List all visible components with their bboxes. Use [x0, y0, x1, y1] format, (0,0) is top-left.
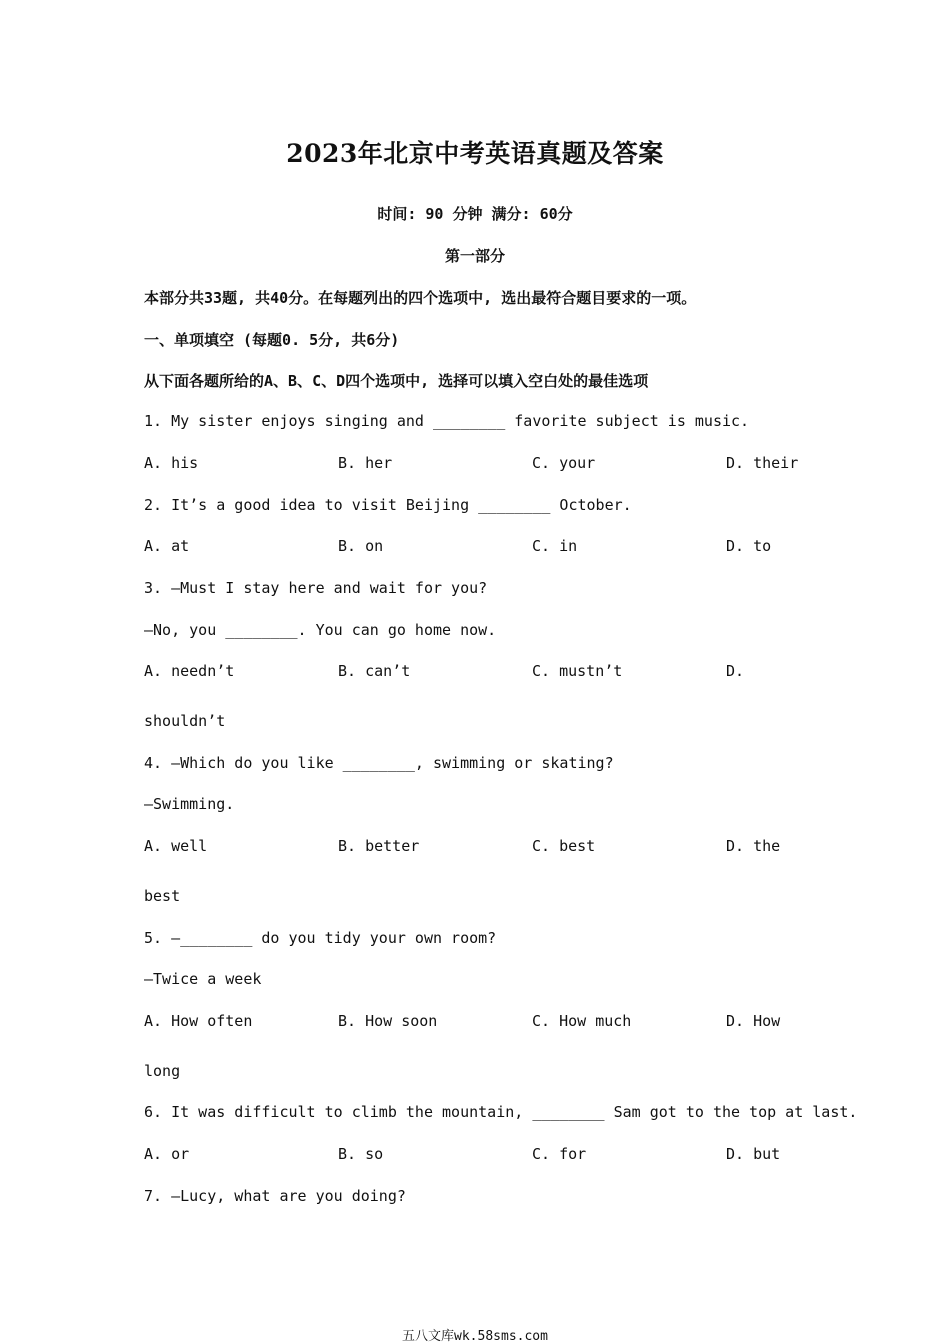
question-response: —Twice a week: [144, 970, 262, 988]
option-b: B. How soon: [338, 1012, 438, 1030]
section-heading: 一、单项填空 (每题0. 5分, 共6分): [144, 331, 400, 349]
question-stem: 6. It was difficult to climb the mountain, ________ Sam got to the top at last.: [144, 1103, 858, 1121]
question-stem: 1. My sister enjoys singing and ________ favorite subject is music.: [144, 412, 750, 430]
option-d: D. How: [726, 1012, 781, 1030]
option-c: C. mustn’t: [532, 662, 623, 680]
option-d: D. the: [726, 837, 781, 855]
option-a: A. his: [144, 454, 199, 472]
option-d-wrap: long: [144, 1062, 181, 1080]
option-c: C. for: [532, 1145, 587, 1163]
option-a: A. How often: [144, 1012, 253, 1030]
intro-text: 本部分共33题, 共40分。在每题列出的四个选项中, 选出最符合题目要求的一项。: [144, 289, 697, 307]
option-c: C. your: [532, 454, 596, 472]
option-d: D. to: [726, 537, 772, 555]
option-c: C. best: [532, 837, 596, 855]
option-b: B. on: [338, 537, 384, 555]
question-stem: 4. —Which do you like ________, swimming or skating?: [144, 754, 614, 772]
question-response: —Swimming.: [144, 795, 235, 813]
part-heading: 第一部分: [444, 247, 505, 265]
question-response: —No, you ________. You can go home now.: [144, 621, 497, 639]
question-stem: 5. —________ do you tidy your own room?: [144, 929, 497, 947]
question-stem: 2. It’s a good idea to visit Beijing ________ October.: [144, 496, 632, 514]
option-a: A. needn’t: [144, 662, 235, 680]
option-c: C. How much: [532, 1012, 632, 1030]
option-d-wrap: best: [144, 887, 181, 905]
option-d: D. their: [726, 454, 799, 472]
option-c: C. in: [532, 537, 578, 555]
option-b: B. can’t: [338, 662, 411, 680]
option-d: D.: [726, 662, 745, 680]
page-title: 2023年北京中考英语真题及答案: [286, 139, 664, 168]
page-footer: 五八文库wk.58sms.com: [402, 1329, 548, 1344]
question-stem: 7. —Lucy, what are you doing?: [144, 1187, 406, 1205]
option-b: B. so: [338, 1145, 384, 1163]
exam-meta: 时间: 90 分钟 满分: 60分: [377, 205, 573, 223]
section-direction: 从下面各题所给的A、B、C、D四个选项中, 选择可以填入空白处的最佳选项: [144, 372, 649, 390]
option-a: A. at: [144, 537, 190, 555]
option-d-wrap: shouldn’t: [144, 712, 226, 730]
option-a: A. or: [144, 1145, 190, 1163]
option-d: D. but: [726, 1145, 781, 1163]
option-a: A. well: [144, 837, 208, 855]
question-stem: 3. —Must I stay here and wait for you?: [144, 579, 488, 597]
option-b: B. her: [338, 454, 393, 472]
option-b: B. better: [338, 837, 420, 855]
